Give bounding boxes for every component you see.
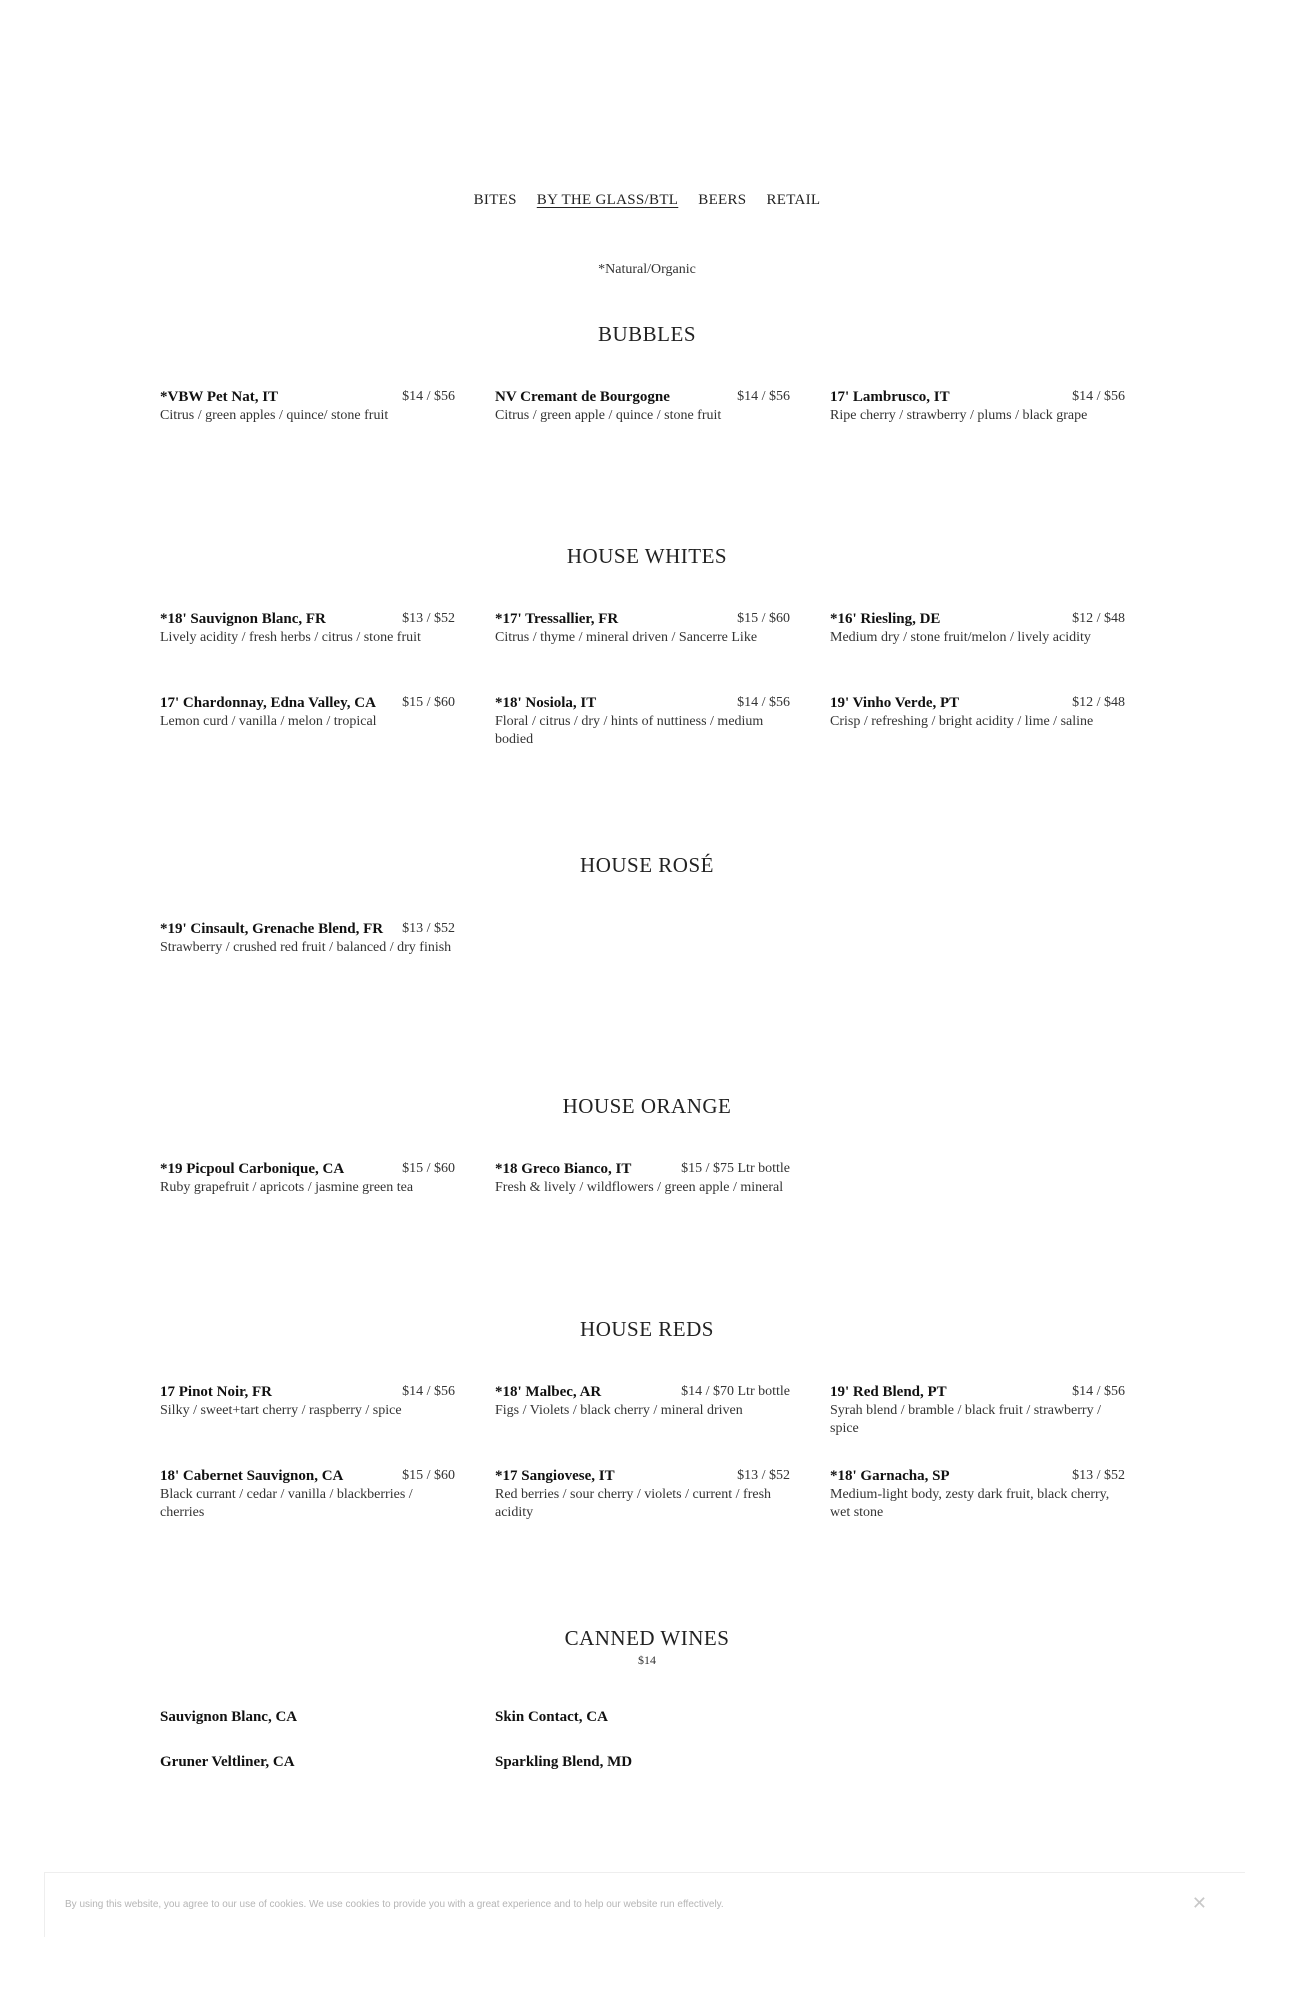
nav-bites[interactable]: BITES: [473, 192, 517, 208]
natural-organic-note: *Natural/Organic: [598, 262, 696, 277]
nav-beers[interactable]: BEERS: [698, 192, 747, 208]
wine-item: [495, 1160, 790, 1222]
section-house-reds: [0, 1317, 1294, 1342]
wine-price: $15 / $60: [402, 1468, 455, 1483]
section-title: HOUSE REDS: [580, 1317, 714, 1341]
section-house-rose: [0, 853, 1294, 878]
wine-name: 17' Chardonnay, Edna Valley, CA: [160, 695, 376, 711]
wine-item: [495, 388, 790, 450]
wine-item: [830, 388, 1125, 450]
wine-name: *18' Sauvignon Blanc, FR: [160, 611, 326, 627]
wine-price: $15 / $60: [402, 695, 455, 710]
wine-desc: Red berries / sour cherry / violets / current / fresh acidity: [495, 1487, 772, 1520]
wine-name: *16' Riesling, DE: [830, 611, 941, 627]
wine-price: $14 / $56: [737, 389, 790, 404]
canned-grid: [160, 1708, 1126, 1798]
wine-price: $14 / $56: [737, 695, 790, 710]
wine-item: [830, 610, 1125, 672]
wine-price: $14 / $56: [402, 389, 455, 404]
wine-item: [160, 388, 455, 450]
section-house-orange: [0, 1094, 1294, 1119]
wine-name: *19 Picpoul Carbonique, CA: [160, 1161, 345, 1177]
nav-retail[interactable]: RETAIL: [766, 192, 821, 208]
wine-desc: Ripe cherry / strawberry / plums / black grape: [830, 408, 1088, 423]
wine-desc: Ruby grapefruit / apricots / jasmine green tea: [160, 1180, 414, 1195]
wine-item: [495, 694, 790, 756]
whites-grid: [160, 610, 1126, 778]
wine-desc: Citrus / thyme / mineral driven / Sancerre Like: [495, 630, 758, 645]
section-title: HOUSE ROSÉ: [580, 853, 714, 877]
wine-item: [830, 1383, 1125, 1445]
wine-desc: Crisp / refreshing / bright acidity / lime / saline: [830, 714, 1094, 729]
canned-item: [160, 1753, 455, 1798]
wine-name: 17' Lambrusco, IT: [830, 389, 950, 405]
wine-price: $12 / $48: [1072, 695, 1125, 710]
wine-item: [160, 1467, 455, 1529]
wine-desc: Strawberry / crushed red fruit / balanced / dry finish: [160, 940, 452, 955]
wine-price: $14 / $56: [402, 1384, 455, 1399]
wine-desc: Syrah blend / bramble / black fruit / strawberry / spice: [830, 1403, 1101, 1436]
wine-name: Skin Contact, CA: [495, 1709, 608, 1725]
wine-name: 18' Cabernet Sauvignon, CA: [160, 1468, 344, 1484]
cookie-banner: [44, 1872, 1245, 1937]
wine-price: $14 / $70 Ltr bottle: [681, 1384, 790, 1399]
section-title: CANNED WINES: [564, 1626, 730, 1650]
wine-name: 19' Vinho Verde, PT: [830, 695, 960, 711]
canned-item: [160, 1708, 455, 1753]
wine-name: *17' Tressallier, FR: [495, 611, 619, 627]
wine-item: [495, 610, 790, 672]
wine-price: $14 / $56: [1072, 389, 1125, 404]
wine-price: $15 / $75 Ltr bottle: [681, 1161, 790, 1176]
wine-desc: Floral / citrus / dry / hints of nuttiness / medium bodied: [495, 714, 764, 747]
section-title: HOUSE WHITES: [566, 544, 728, 568]
canned-item: [495, 1753, 790, 1798]
wine-price: $13 / $52: [1072, 1468, 1125, 1483]
wine-price: $15 / $60: [402, 1161, 455, 1176]
canned-spacer: [830, 1708, 1125, 1753]
section-title: HOUSE ORANGE: [562, 1094, 732, 1118]
nav-by-the-glass[interactable]: BY THE GLASS/BTL: [536, 192, 679, 208]
wine-name: Sauvignon Blanc, CA: [160, 1709, 298, 1725]
wine-name: *18' Garnacha, SP: [830, 1468, 950, 1484]
wine-price: $13 / $52: [402, 921, 455, 936]
wine-desc: Citrus / green apple / quince / stone fruit: [495, 408, 722, 423]
canned-item: [495, 1708, 790, 1753]
section-canned-wines: [0, 1626, 1294, 1668]
wine-price: $12 / $48: [1072, 611, 1125, 626]
wine-name: *VBW Pet Nat, IT: [160, 389, 279, 405]
wine-item: [160, 1160, 455, 1222]
wine-item: [830, 1467, 1125, 1529]
wine-name: *17 Sangiovese, IT: [495, 1468, 615, 1484]
wine-item: [495, 1383, 790, 1445]
wine-item: [830, 694, 1125, 756]
wine-name: 19' Red Blend, PT: [830, 1384, 947, 1400]
rose-grid: [160, 920, 1126, 1004]
wine-item: [160, 610, 455, 672]
wine-desc: Lemon curd / vanilla / melon / tropical: [160, 714, 377, 729]
wine-item: [160, 1383, 455, 1445]
wine-name: *18' Malbec, AR: [495, 1384, 602, 1400]
wine-item: [495, 1467, 790, 1529]
section-subtitle-price: $14: [638, 1653, 656, 1667]
wine-desc: Medium dry / stone fruit/melon / lively acidity: [830, 630, 1091, 645]
wine-desc: Lively acidity / fresh herbs / citrus / stone fruit: [160, 630, 421, 645]
wine-item: [160, 920, 455, 982]
section-house-whites: [0, 544, 1294, 569]
wine-desc: Fresh & lively / wildflowers / green apple / mineral: [495, 1180, 784, 1195]
wine-item: [160, 694, 455, 756]
wine-desc: Figs / Violets / black cherry / mineral driven: [495, 1403, 743, 1418]
canned-spacer: [830, 1753, 1125, 1798]
reds-grid: [160, 1383, 1126, 1551]
orange-grid: [160, 1160, 1126, 1244]
top-nav: [0, 192, 1294, 209]
section-title: BUBBLES: [597, 322, 697, 346]
wine-price: $13 / $52: [737, 1468, 790, 1483]
wine-desc: Citrus / green apples / quince/ stone fruit: [160, 408, 389, 423]
wine-desc: Black currant / cedar / vanilla / blackberries / cherries: [160, 1487, 413, 1520]
wine-price: $13 / $52: [402, 611, 455, 626]
wine-name: *18' Nosiola, IT: [495, 695, 597, 711]
wine-name: *18 Greco Bianco, IT: [495, 1161, 632, 1177]
wine-price: $15 / $60: [737, 611, 790, 626]
wine-desc: Medium-light body, zesty dark fruit, black cherry, wet stone: [830, 1487, 1110, 1520]
bubbles-grid: [160, 388, 1126, 472]
wine-price: $14 / $56: [1072, 1384, 1125, 1399]
cookie-text: By using this website, you agree to our use of cookies. We use cookies to provide you with a great experience and to help our website run effectively.: [65, 1899, 724, 1910]
wine-name: *19' Cinsault, Grenache Blend, FR: [160, 921, 384, 937]
wine-name: NV Cremant de Bourgogne: [495, 389, 670, 405]
wine-name: Sparkling Blend, MD: [495, 1754, 633, 1770]
wine-name: 17 Pinot Noir, FR: [160, 1384, 272, 1400]
wine-name: Gruner Veltliner, CA: [160, 1754, 295, 1770]
section-bubbles: [0, 322, 1294, 347]
wine-desc: Silky / sweet+tart cherry / raspberry / spice: [160, 1403, 402, 1418]
close-icon[interactable]: ✕: [1191, 1893, 1207, 1913]
